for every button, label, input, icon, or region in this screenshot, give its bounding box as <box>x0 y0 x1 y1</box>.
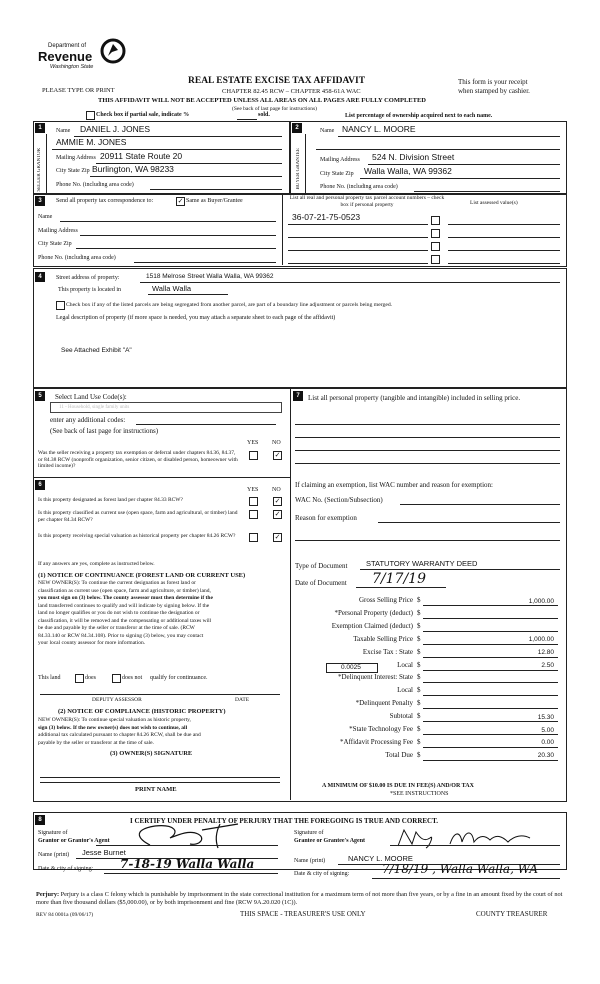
tax-line-label: *Delinquent Interest: State <box>337 673 413 682</box>
dept-line3: Washington State <box>50 64 94 70</box>
parcel-line-2 <box>288 237 428 238</box>
grantor-date-line <box>104 873 278 874</box>
deputy-sig-line <box>40 694 280 695</box>
doc-type-value[interactable]: STATUTORY WARRANTY DEED <box>366 559 478 568</box>
personal-property-label: List all personal property (tangible and intangible) included in selling price. <box>308 394 521 402</box>
grantor-agent-label: Grantor or Grantor's Agent <box>38 838 110 844</box>
ownership-note: List percentage of ownership acquired next to each name. <box>345 113 493 119</box>
section-7-number: 7 <box>293 391 303 401</box>
tax-line-currency: $ <box>417 725 421 733</box>
seller-mailing-label: Mailing Address <box>56 155 96 161</box>
tax-line-label: Local <box>397 660 413 669</box>
grantee-date-line <box>372 878 560 879</box>
seller-city-label: City State Zip <box>56 168 90 174</box>
personal-property-checkbox-2[interactable] <box>431 229 440 238</box>
local-rate-box[interactable] <box>326 663 378 673</box>
doc-type-label: Type of Document <box>295 562 348 570</box>
buyer-city[interactable]: Walla Walla, WA 99362 <box>364 166 452 176</box>
tax-line-label: Gross Selling Price <box>358 596 413 604</box>
notice-1-line: 84.33.140 or RCW 84.34.108). Prior to signing (3) below, you may contact <box>38 632 204 639</box>
buyer-name-line <box>338 136 560 137</box>
grantor-name-label: Name (print) <box>38 852 70 858</box>
street-line <box>140 282 560 283</box>
land-use-select[interactable] <box>50 402 282 413</box>
tax-line-underline <box>423 618 558 619</box>
notice-1-line: classification, it will be removed and the compensating or additional taxes will <box>38 617 212 624</box>
section-3-divider <box>282 193 283 265</box>
owner-sig-line <box>40 777 280 778</box>
owner-sig-label: (3) OWNER(S) SIGNATURE <box>110 750 193 757</box>
perjury-notice <box>36 891 566 907</box>
grantee-date-city-label: Date & city of signing: <box>294 871 350 877</box>
buyer-name-label: Name <box>320 128 335 134</box>
tax-line-underline <box>423 760 558 761</box>
corr-phone-label: Phone No. (including area code) <box>38 255 116 261</box>
tax-line-underline <box>423 708 558 709</box>
buyer-phone-label: Phone No. (including area code) <box>320 184 398 190</box>
grantor-sig-line <box>96 845 278 846</box>
tax-line-currency: $ <box>417 596 421 604</box>
forest-yes-checkbox[interactable] <box>249 497 258 506</box>
see-back-5: (See back of last page for instructions) <box>50 427 159 435</box>
grantee-name[interactable]: NANCY L. MOORE <box>348 854 413 863</box>
buyer-side-divider <box>305 134 306 193</box>
tax-line-underline <box>423 657 558 658</box>
doc-date-line <box>356 587 446 588</box>
notice-2-line: NEW OWNER(S): To continue special valuation as historic property, <box>38 717 191 723</box>
section-4 <box>33 268 567 388</box>
tax-line-label: *Affidavit Processing Fee <box>340 737 413 746</box>
reason-line-2 <box>295 540 560 541</box>
deputy-date-label: DATE <box>235 697 250 703</box>
parcel-header: List all real and personal property tax parcel account numbers – check box if personal property <box>289 195 445 208</box>
segregated-checkbox[interactable] <box>56 301 65 310</box>
tax-line-label: Local <box>397 686 413 695</box>
tax-line-label: *State Technology Fee <box>349 725 413 733</box>
treasurer-space: THIS SPACE - TREASURER'S USE ONLY <box>240 910 366 918</box>
local-rate-value: 0.0025 <box>341 664 361 671</box>
notice-1-line: you must sign on (3) below. The county assessor must then determine if the <box>38 595 213 601</box>
certify-statement: I CERTIFY UNDER PENALTY OF PERJURY THAT THE FOREGOING IS TRUE AND CORRECT. <box>130 817 439 825</box>
s5-no-header: NO <box>272 440 281 446</box>
parcel-number[interactable]: 36-07-21-75-0523 <box>292 212 361 222</box>
buyer-name2-line <box>316 149 560 150</box>
notice-1-line: land no longer qualifies or you do not wish to continue the designation or <box>38 610 200 616</box>
this-land-label: This land <box>38 675 61 681</box>
send-label: Send all property tax correspondence to: <box>56 198 154 204</box>
street-label: Street address of property: <box>56 275 120 281</box>
tax-line-currency: $ <box>417 712 421 721</box>
street-value[interactable]: 1518 Melrose Street Walla Walla, WA 99362 <box>146 273 274 280</box>
column-divider <box>290 388 291 800</box>
tax-line-underline <box>423 734 558 735</box>
partial-sale-label: Check box if partial sale, indicate % <box>96 112 190 118</box>
assessed-line-3 <box>448 250 560 251</box>
tax-line-underline <box>423 682 558 683</box>
corr-mailing-line <box>80 235 276 236</box>
tax-line-value[interactable]: 12.80 <box>537 649 554 657</box>
receipt-line2: when stamped by cashier. <box>458 87 530 95</box>
forest-no-checkbox[interactable]: ✓ <box>274 497 281 505</box>
grantee-name-label: Name (print) <box>294 858 326 864</box>
buyer-mailing-line <box>368 164 560 165</box>
tax-line-currency: $ <box>417 660 421 669</box>
does-not-label: does not <box>122 675 143 681</box>
s5-yes-header: YES <box>247 440 259 446</box>
notice-1-line: your local county assessor for more information. <box>38 640 146 646</box>
county-treasurer: COUNTY TREASURER <box>476 910 548 918</box>
seller-name1[interactable]: DANIEL J. JONES <box>80 124 151 134</box>
section-1-number: 1 <box>35 123 45 133</box>
tax-line-underline <box>423 747 558 748</box>
notice-2-line: payable by the seller or transferor at the time of sale. <box>38 739 154 746</box>
notice-1-title: (1) NOTICE OF CONTINUANCE (FOREST LAND OR CURRENT USE) <box>38 572 246 579</box>
tax-line-label: Excise Tax : State <box>362 647 413 656</box>
seller-name-label: Name <box>56 128 71 134</box>
seller-city[interactable]: Burlington, WA 98233 <box>92 164 174 174</box>
corr-phone-line <box>134 262 276 263</box>
corr-mailing-label: Mailing Address <box>38 228 78 234</box>
dept-line1: Department of <box>48 43 87 49</box>
partial-sale-checkbox[interactable] <box>86 111 95 120</box>
form-warning: THIS AFFIDAVIT WILL NOT BE ACCEPTED UNLESS ALL AREAS ON ALL PAGES ARE FULLY COMPLETED <box>98 97 426 104</box>
tax-line-currency: $ <box>417 621 421 630</box>
tax-line-label: Taxable Selling Price <box>353 634 413 643</box>
segregated-label: Check box if any of the listed parcels are being segregated from another parcel, are part of a boundary line adjustment or parcels being merged. <box>66 302 393 308</box>
same-as-buyer-label: Same as Buyer/Grantee <box>186 198 243 204</box>
section-8-number: 8 <box>35 815 45 825</box>
personal-property-line-1 <box>295 424 560 425</box>
assessed-line-2 <box>448 237 560 238</box>
current-use-no-checkbox[interactable]: ✓ <box>274 510 281 518</box>
tax-line-currency: $ <box>417 673 421 682</box>
grantee-sig-line <box>390 845 560 846</box>
tax-line-currency: $ <box>417 634 421 643</box>
current-use-yes-checkbox[interactable] <box>249 510 258 519</box>
historic-question: Is this property receiving special valuation as historical property per chapter 84.26 RCW? <box>38 533 236 539</box>
seller-name2-line <box>52 149 282 150</box>
additional-codes-label: enter any additional codes: <box>50 416 126 424</box>
grantee-agent-label: Grantee or Grantee's Agent <box>294 838 366 844</box>
sold-label: sold. <box>258 112 270 118</box>
tax-line-underline <box>423 644 558 645</box>
form-revision: REV 84 0001a (09/06/17) <box>36 912 94 918</box>
parcel-line-1 <box>288 224 428 225</box>
partial-sale-line <box>237 119 257 120</box>
land-use-value: 11 - Household, single family units <box>59 405 130 410</box>
deputy-label: DEPUTY ASSESSOR <box>92 697 142 703</box>
tax-line-currency: $ <box>417 737 421 746</box>
tax-line-value[interactable]: 5.00 <box>541 726 554 734</box>
parcel-line-3 <box>288 250 428 251</box>
tax-line-underline <box>423 670 558 671</box>
section-4-number: 4 <box>35 272 45 282</box>
additional-codes-line <box>136 424 276 425</box>
notice-1-line: land transferred continues to qualify and will indicate by signing below. If the <box>38 602 210 609</box>
print-name-label: PRINT NAME <box>135 786 177 793</box>
located-line <box>148 294 228 295</box>
tax-line-value[interactable]: 20.30 <box>537 752 554 760</box>
tax-line-label: Subtotal <box>389 712 413 721</box>
tax-line-currency: $ <box>417 750 421 759</box>
tax-line-value[interactable]: 15.30 <box>537 713 554 721</box>
qualify-label: qualify for continuance. <box>150 675 208 681</box>
assessed-line-1 <box>448 224 560 225</box>
does-label: does <box>85 675 96 681</box>
tax-line-underline <box>423 721 558 722</box>
perjury-label: Perjury: <box>36 891 60 898</box>
tax-line-underline <box>423 605 558 606</box>
current-use-question: Is this property classified as current use (open space, farm and agricultural, or timber) land per chapter 84.34 RCW? <box>38 510 238 523</box>
personal-property-checkbox-4[interactable] <box>431 255 440 264</box>
buyer-city-label: City State Zip <box>320 171 354 177</box>
reason-label: Reason for exemption <box>295 514 357 522</box>
does-checkbox[interactable] <box>75 674 84 683</box>
if-yes-note: If any answers are yes, complete as instructed below. <box>38 561 155 567</box>
assessed-line-4 <box>448 263 560 264</box>
print-name-line <box>40 782 280 783</box>
personal-property-line-3 <box>295 450 560 451</box>
wac-label: WAC No. (Section/Subsection) <box>295 496 383 504</box>
doc-date-label: Date of Document <box>295 579 347 587</box>
section-2-number: 2 <box>292 123 302 133</box>
notice-2-title: (2) NOTICE OF COMPLIANCE (HISTORIC PROPERTY) <box>58 708 226 715</box>
corr-city-line <box>76 248 276 249</box>
dor-logo <box>38 38 128 78</box>
land-use-label: Select Land Use Code(s): <box>55 393 127 401</box>
notice-1-line: NEW OWNER(S): To continue the current designation as forest land or <box>38 580 196 586</box>
forest-question: Is this property designated as forest land per chapter 84.33 RCW? <box>38 497 183 503</box>
tax-line-label: *Delinquent Penalty <box>355 699 413 708</box>
notice-1-line: classification as current use (open space, farm and agriculture, or timber) land, <box>38 587 211 594</box>
corr-name-label: Name <box>38 214 53 220</box>
buyer-mailing-label: Mailing Address <box>320 157 360 163</box>
form-chapters: CHAPTER 82.45 RCW – CHAPTER 458-61A WAC <box>222 88 361 95</box>
s6-no-header: NO <box>272 487 281 493</box>
tax-line-value[interactable]: 0.00 <box>541 739 554 747</box>
buyer-mailing[interactable]: 524 N. Division Street <box>372 152 455 162</box>
dor-emblem-icon <box>100 38 126 64</box>
tax-line-underline <box>423 695 558 696</box>
historic-no-checkbox[interactable]: ✓ <box>274 533 281 541</box>
dept-line2: Revenue <box>38 49 93 64</box>
tax-line-currency: $ <box>417 686 421 695</box>
seller-phone-line <box>150 189 282 190</box>
section-5-number: 5 <box>35 391 45 401</box>
corr-name-line <box>60 221 276 222</box>
legal-label: Legal description of property (if more space is needed, you may attach a separate sheet to each page of the affidavit) <box>56 315 336 321</box>
tax-line-value[interactable]: 1,000.00 <box>528 597 554 605</box>
grantor-date-city-label: Date & city of signing: <box>38 866 94 872</box>
does-not-checkbox[interactable] <box>112 674 121 683</box>
exhibit-ref[interactable]: See Attached Exhibit "A" <box>61 347 132 354</box>
historic-yes-checkbox[interactable] <box>249 533 258 542</box>
parcel-line-4 <box>288 263 428 264</box>
section-6-number: 6 <box>35 480 45 490</box>
exemption-yes-checkbox[interactable] <box>249 451 258 460</box>
exemption-claim-label: If claiming an exemption, list WAC number and reason for exemption: <box>295 481 493 489</box>
wac-line <box>400 504 560 505</box>
s6-yes-header: YES <box>247 487 259 493</box>
notice-2-line: additional tax calculated pursuant to chapter 84.26 RCW, shall be due and <box>38 732 201 738</box>
personal-property-line-2 <box>295 437 560 438</box>
seller-side-label: SELLER GRANTOR <box>37 148 42 192</box>
reason-line <box>378 522 560 523</box>
located-label: This property is located in <box>58 287 121 293</box>
tax-line-label: *Personal Property (deduct) <box>334 608 413 617</box>
grantee-date-city[interactable]: 7/18/19 , Walla Walla, WA <box>382 862 539 876</box>
seller-mailing[interactable]: 20911 State Route 20 <box>100 151 183 161</box>
located-value[interactable]: Walla Walla <box>152 284 192 293</box>
exemption-no-checkbox[interactable]: ✓ <box>274 451 281 459</box>
see-instructions: *SEE INSTRUCTIONS <box>390 791 449 797</box>
notice-2-line: sign (3) below. If the new owner(s) does not wish to continue, all <box>38 724 188 731</box>
doc-date-value[interactable]: 7/17/19 <box>372 571 426 587</box>
perjury-text: Perjury is a class C felony which is punishable by imprisonment in the state correctional institution for a maximum term of not more than five years, or by a fine in an amount fixed by the court of not more than five thousand dollars ($5,000.00), or by both imprisonment and fine (RCW 9A.20.020 (1C)). <box>36 891 563 906</box>
doc-type-line <box>360 569 560 570</box>
exemption-question: Was the seller receiving a property tax exemption or deferral under chapters 84.36, 84.37, or 84.38 RCW (nonprofit organization, senior citizen, or disabled person, homeowner with limited income)? <box>38 450 238 469</box>
type-print-note: PLEASE TYPE OR PRINT <box>42 87 115 94</box>
tax-line-currency: $ <box>417 699 421 708</box>
seller-side-divider <box>46 134 47 193</box>
grantee-sig-of: Signature of <box>294 830 324 836</box>
back-page-note: (See back of last page for instructions) <box>232 106 317 112</box>
grantee-signature[interactable] <box>390 824 540 850</box>
corr-city-label: City State Zip <box>38 241 72 247</box>
tax-line-underline <box>423 631 558 632</box>
personal-property-checkbox-3[interactable] <box>431 242 440 251</box>
receipt-line1: This form is your receipt <box>458 78 528 86</box>
seller-phone-label: Phone No. (including area code) <box>56 182 134 188</box>
notice-1-line: be due and payable by the seller or transferor at the time of sale. (RCW <box>38 625 195 631</box>
personal-property-line-4 <box>295 463 560 464</box>
section-6-divider <box>33 477 290 478</box>
personal-property-checkbox-1[interactable] <box>431 216 440 225</box>
tax-line-currency: $ <box>417 608 421 617</box>
tax-line-value[interactable]: 1,000.00 <box>528 636 554 644</box>
same-as-buyer-checkbox[interactable]: ✓ <box>177 197 184 205</box>
minimum-note: A MINIMUM OF $10.00 IS DUE IN FEE(S) AND/OR TAX <box>322 783 474 789</box>
grantor-sig-of: Signature of <box>38 830 68 836</box>
buyer-phone-line <box>414 191 560 192</box>
tax-line-value[interactable]: 2.50 <box>541 662 554 669</box>
grantor-name[interactable]: Jesse Burnet <box>82 848 126 857</box>
tax-line-currency: $ <box>417 647 421 656</box>
buyer-side-label: BUYER GRANTEE <box>296 148 301 190</box>
form-title: REAL ESTATE EXCISE TAX AFFIDAVIT <box>188 76 366 86</box>
grantor-date-city[interactable]: 7-18-19 Walla Walla <box>120 857 255 871</box>
tax-line-label: Exemption Claimed (deduct) <box>331 621 413 630</box>
assessed-header: List assessed value(s) <box>470 200 518 206</box>
tax-line-label: Total Due <box>385 750 413 759</box>
buyer-city-line <box>360 178 560 179</box>
seller-name2[interactable]: AMMIE M. JONES <box>56 137 127 147</box>
buyer-name[interactable]: NANCY L. MOORE <box>342 124 416 134</box>
section-3-number: 3 <box>35 196 45 206</box>
seller-city-line <box>90 176 282 177</box>
